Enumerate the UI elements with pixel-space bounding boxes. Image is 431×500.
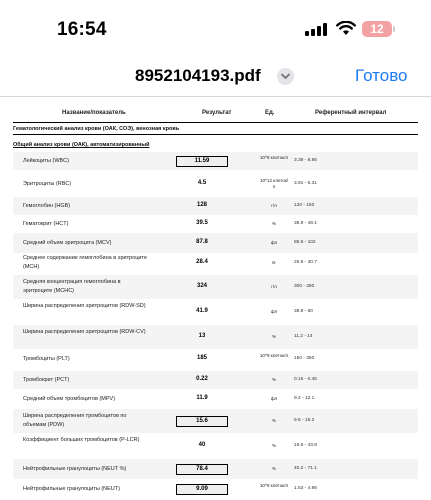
row-result: 41.9 [196,307,208,314]
row-result: 0.22 [196,375,208,382]
status-bar [0,0,431,56]
row-name: Гемоглобин (HGB) [23,202,71,209]
row-result: 11.9 [196,394,208,401]
table-row [13,197,418,215]
header-unit: Ед. [265,110,275,116]
row-reference: 3.39 - 8.86 [294,158,317,163]
row-name: Эритроциты (RBC) [23,180,72,187]
row-result: 128 [196,201,207,208]
row-reference: 3.91 - 5.31 [294,181,317,186]
row-result: 87.8 [196,238,208,245]
header-result: Результат [202,110,232,116]
row-unit: 10^12 клеток/л [259,178,289,189]
battery-icon: 12 [362,21,392,37]
table-row [13,371,418,389]
row-name: Коэффициент больших тромбоцитов (P-LCR) [23,437,140,443]
row-unit: % [271,418,276,423]
row-unit: пг [271,260,277,265]
row-unit: % [271,466,276,471]
table-row [13,275,418,299]
row-result: 4.5 [197,179,207,186]
row-result: 78.4 [176,464,228,475]
done-button[interactable]: Готово [355,66,408,85]
title-bar [0,56,431,96]
header-name: Название/показатель [62,110,126,116]
table-row [13,152,418,170]
table-row [13,325,418,349]
row-name: Лейкоциты (WBC) [23,157,69,164]
row-name: Ширина распределения эритроцитов (RDW-SD) [23,303,146,309]
row-name: Ширина распределения эритроцитов (RDW-CV) [23,329,146,335]
row-reference: 19.5 - 43.8 [294,443,317,448]
row-unit: г/л [271,203,277,208]
row-name: Нейтрофильные гранулоциты (NEUT %) [23,465,127,472]
row-unit: 10^9 клеток/л [259,483,289,488]
row-reference: 1.53 - 4.98 [294,486,317,491]
battery-tip [393,26,395,32]
row-result: 324 [196,282,207,289]
table-row [13,251,418,275]
header-divider [13,122,418,123]
row-reference: 86.6 - 102 [294,240,316,245]
row-reference: 38.9 - 50 [294,309,313,314]
table-row [13,349,418,369]
table-row [13,409,418,433]
table-row [13,174,418,194]
row-reference: 0.15 - 0.45 [294,377,317,382]
row-name: Тромбокрит (PCT) [23,376,70,383]
row-result: 9.09 [176,484,228,495]
row-name: Средняя концентрация гемоглобина в эритроците (MCHC) [23,279,121,294]
row-result: 39.5 [196,219,208,226]
row-reference: 9.5 - 15.2 [294,418,315,423]
table-row [13,233,418,253]
row-result: 11.59 [176,156,228,167]
row-unit: 10^9 клеток/л [259,155,289,160]
row-reference: 36.9 - 49.1 [294,221,317,226]
row-name: Нейтрофильные гранулоциты (NEUT) [23,485,120,492]
row-reference: 300 - 380 [294,284,315,289]
row-name: Ширина распределения тромбоцитов по объемам (PDW) [23,413,127,428]
row-unit: фл [270,396,278,401]
table-row [13,299,418,325]
chevron-down-icon [281,73,290,80]
wifi-icon [336,21,356,36]
pdf-page[interactable] [0,96,431,500]
file-name-title[interactable]: 8952104193.pdf [135,66,261,85]
row-unit: фл [270,309,278,314]
row-name: Средний объем эритроцита (MCV) [23,239,112,246]
row-reference: 11.2 - 14 [294,334,313,339]
divider [0,96,431,97]
row-name: Средний объем тромбоцитов (MPV) [23,395,116,402]
row-result: 13 [198,332,206,339]
row-name: Среднее содержание гемоглобина в эритроците (MCH) [23,255,147,270]
table-row [13,433,418,459]
row-result: 185 [196,354,207,361]
row-reference: 9.2 - 12.1 [294,396,315,401]
row-reference: 25.6 - 30.7 [294,260,317,265]
section-divider [13,134,418,135]
row-reference: 40.2 - 71.1 [294,466,317,471]
row-result: 15.6 [176,416,228,427]
row-unit: % [271,443,276,448]
row-unit: фл [270,240,278,245]
row-unit: % [271,334,276,339]
header-reference: Референтный интервал [315,110,387,116]
row-reference: 150 - 450 [294,356,315,361]
status-time: 16:54 [57,19,107,40]
subsection-title: Общий анализ крови (ОАК), автоматизированный [13,142,150,148]
table-row [13,479,418,499]
row-result: 40 [198,441,206,448]
row-name: Тромбоциты (PLT) [23,355,70,362]
section-title: Гематологический анализ крови (ОАК, СОЭ), венозная кровь [13,126,180,132]
row-unit: % [271,221,276,226]
row-unit: 10^9 клеток/л [259,353,289,358]
table-row [13,459,418,479]
table-row [13,215,418,233]
cellular-signal-icon [305,23,327,36]
row-unit: г/л [271,284,277,289]
row-reference: 120 - 150 [294,203,315,208]
row-result: 28.4 [196,258,208,265]
table-row [13,389,418,409]
row-unit: % [271,377,276,382]
file-options-button[interactable] [277,68,294,85]
row-name: Гематокрит (HCT) [23,220,69,227]
